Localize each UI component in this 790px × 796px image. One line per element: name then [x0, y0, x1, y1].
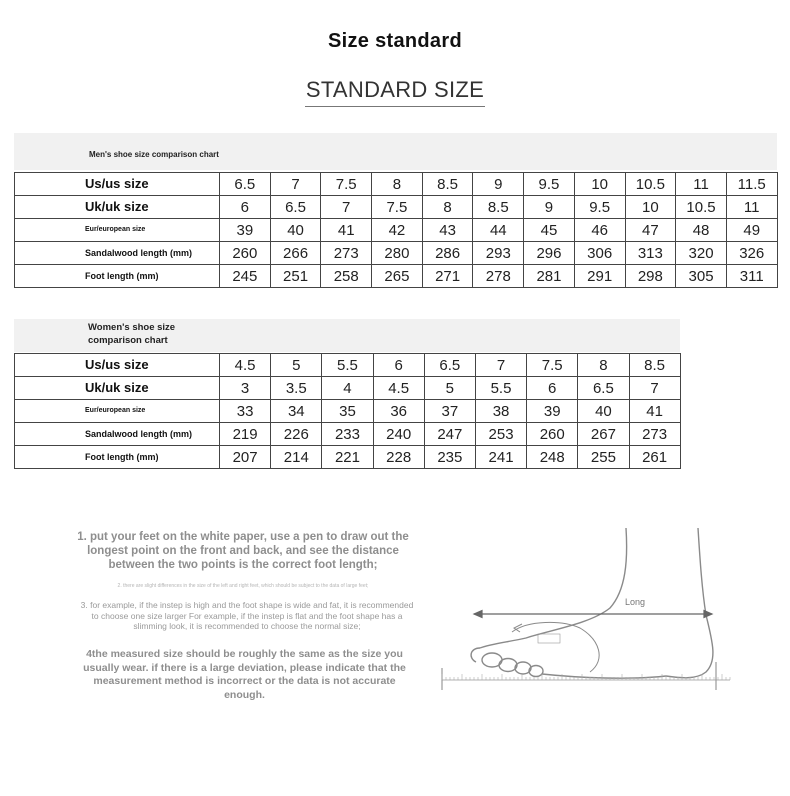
women-table-size-cell: 247: [424, 423, 475, 446]
men-table-size-cell: 280: [372, 242, 423, 265]
women-chart-caption: Women's shoe size comparison chart: [88, 322, 176, 346]
men-table-size-cell: 11: [726, 196, 777, 219]
women-table-row-label: Eur/european size: [15, 400, 220, 423]
men-table-size-cell: 7.5: [321, 173, 372, 196]
women-table-size-cell: 8: [578, 354, 629, 377]
women-table-size-cell: 221: [322, 446, 373, 469]
men-table-size-cell: 273: [321, 242, 372, 265]
women-table-size-cell: 5.5: [322, 354, 373, 377]
men-table-size-cell: 42: [372, 219, 423, 242]
men-table-size-cell: 43: [422, 219, 473, 242]
men-table-row-label: Us/us size: [15, 173, 220, 196]
women-table-size-cell: 241: [475, 446, 526, 469]
women-table-size-cell: 8.5: [629, 354, 680, 377]
foot-measurement-diagram: [430, 520, 742, 695]
women-table-row-label: Sandalwood length (mm): [15, 423, 220, 446]
men-table-size-cell: 6.5: [270, 196, 321, 219]
length-arrow-label: Long: [624, 597, 646, 607]
men-table-size-cell: 47: [625, 219, 676, 242]
women-table-size-cell: 273: [629, 423, 680, 446]
men-table-size-cell: 8.5: [422, 173, 473, 196]
women-table-row-label: Us/us size: [15, 354, 220, 377]
men-table-row: [15, 242, 778, 265]
men-table-size-cell: 9: [473, 173, 524, 196]
women-table-row: [15, 400, 681, 423]
men-table-size-cell: 40: [270, 219, 321, 242]
men-table-size-cell: 8: [372, 173, 423, 196]
men-table-size-cell: 291: [574, 265, 625, 288]
men-table-size-cell: 266: [270, 242, 321, 265]
men-table-row: [15, 265, 778, 288]
women-table-size-cell: 7: [475, 354, 526, 377]
men-table-size-cell: 39: [220, 219, 271, 242]
men-table-size-cell: 326: [726, 242, 777, 265]
women-table-size-cell: 5: [271, 354, 322, 377]
women-table-size-cell: 6.5: [424, 354, 475, 377]
men-table-size-cell: 48: [676, 219, 727, 242]
men-table-size-cell: 45: [524, 219, 575, 242]
men-table-size-cell: 6: [220, 196, 271, 219]
men-table-size-cell: 306: [574, 242, 625, 265]
men-table-size-cell: 286: [422, 242, 473, 265]
women-table-size-cell: 253: [475, 423, 526, 446]
women-table-row: [15, 446, 681, 469]
women-table-size-cell: 36: [373, 400, 424, 423]
men-table-size-cell: 265: [372, 265, 423, 288]
women-table-size-cell: 248: [527, 446, 578, 469]
men-table-size-cell: 6.5: [220, 173, 271, 196]
men-table-row: [15, 173, 778, 196]
men-table-size-cell: 8: [422, 196, 473, 219]
women-table-size-cell: 260: [527, 423, 578, 446]
foot-inner-label: [538, 634, 560, 643]
men-table-size-cell: 271: [422, 265, 473, 288]
women-table-size-cell: 6: [373, 354, 424, 377]
men-chart-header-band: [14, 133, 777, 170]
ruler: [442, 662, 730, 690]
men-table-size-cell: 258: [321, 265, 372, 288]
men-table-size-cell: 49: [726, 219, 777, 242]
women-table-size-cell: 228: [373, 446, 424, 469]
women-chart-header-band: [14, 319, 680, 352]
women-table-size-cell: 207: [220, 446, 271, 469]
ruler-ticks: [442, 674, 730, 680]
men-table-size-cell: 10: [625, 196, 676, 219]
men-table-size-cell: 7: [270, 173, 321, 196]
women-table-size-cell: 7: [629, 377, 680, 400]
men-table-row-label: Uk/uk size: [15, 196, 220, 219]
women-table-row-label: Foot length (mm): [15, 446, 220, 469]
title-divider: [305, 106, 485, 107]
women-table-size-cell: 7.5: [527, 354, 578, 377]
men-table-size-cell: 10.5: [676, 196, 727, 219]
women-table-size-cell: 3.5: [271, 377, 322, 400]
men-table-row: [15, 196, 778, 219]
women-table-size-cell: 219: [220, 423, 271, 446]
men-table-size-cell: 293: [473, 242, 524, 265]
men-table-size-cell: 9.5: [524, 173, 575, 196]
men-table-size-cell: 320: [676, 242, 727, 265]
men-table-size-cell: 9: [524, 196, 575, 219]
men-table-size-cell: 260: [220, 242, 271, 265]
women-table-size-cell: 34: [271, 400, 322, 423]
men-table-size-cell: 281: [524, 265, 575, 288]
women-table-row: [15, 354, 681, 377]
men-table-size-cell: 7: [321, 196, 372, 219]
page-title: Size standard: [328, 30, 462, 52]
men-table-size-cell: 251: [270, 265, 321, 288]
men-table-row-label: Eur/european size: [15, 219, 220, 242]
women-table-size-cell: 35: [322, 400, 373, 423]
women-table-size-cell: 226: [271, 423, 322, 446]
men-table-size-cell: 41: [321, 219, 372, 242]
men-table-row-label: Sandalwood length (mm): [15, 242, 220, 265]
men-table-size-cell: 311: [726, 265, 777, 288]
women-size-table: [14, 353, 681, 469]
foot-outline-illustration: [471, 528, 713, 678]
women-table-size-cell: 41: [629, 400, 680, 423]
women-table-row: [15, 377, 681, 400]
instruction-step-3: 3. for example, if the instep is high and the foot shape is wide and fat, it is recommended to choose one size larger For example, if the instep is flat and the foot shape has a slimming look, it is recommended to choose the normal size;: [80, 600, 414, 631]
instruction-step-1: 1. put your feet on the white paper, use a pen to draw out the longest point on the front and back, and see the distance between the two points is the correct foot length;: [77, 531, 409, 571]
men-table-size-cell: 278: [473, 265, 524, 288]
women-table-size-cell: 240: [373, 423, 424, 446]
page-subtitle: STANDARD SIZE: [305, 77, 485, 102]
length-arrow: [474, 611, 712, 618]
women-table-size-cell: 6: [527, 377, 578, 400]
women-table-size-cell: 6.5: [578, 377, 629, 400]
women-table-size-cell: 40: [578, 400, 629, 423]
men-table-size-cell: 8.5: [473, 196, 524, 219]
men-table-size-cell: 313: [625, 242, 676, 265]
women-table-size-cell: 235: [424, 446, 475, 469]
men-table-size-cell: 44: [473, 219, 524, 242]
men-table-size-cell: 296: [524, 242, 575, 265]
women-table-size-cell: 261: [629, 446, 680, 469]
women-table-row: [15, 423, 681, 446]
men-table-size-cell: 305: [676, 265, 727, 288]
instruction-step-2: 2. there are slight differences in the size of the left and right feet, which should be subject to the data of large feet;: [117, 583, 369, 589]
men-table-size-cell: 7.5: [372, 196, 423, 219]
women-table-size-cell: 39: [527, 400, 578, 423]
men-table-row: [15, 219, 778, 242]
women-table-size-cell: 37: [424, 400, 475, 423]
women-table-size-cell: 4: [322, 377, 373, 400]
men-table-size-cell: 46: [574, 219, 625, 242]
women-table-size-cell: 4.5: [373, 377, 424, 400]
women-table-size-cell: 5.5: [475, 377, 526, 400]
men-table-size-cell: 10: [574, 173, 625, 196]
men-table-size-cell: 11.5: [726, 173, 777, 196]
women-table-size-cell: 214: [271, 446, 322, 469]
men-size-table: [14, 172, 778, 288]
men-table-row-label: Foot length (mm): [15, 265, 220, 288]
women-table-size-cell: 233: [322, 423, 373, 446]
women-table-size-cell: 3: [220, 377, 271, 400]
women-table-size-cell: 5: [424, 377, 475, 400]
women-table-size-cell: 33: [220, 400, 271, 423]
women-table-row-label: Uk/uk size: [15, 377, 220, 400]
men-table-size-cell: 10.5: [625, 173, 676, 196]
men-table-size-cell: 245: [220, 265, 271, 288]
women-table-size-cell: 38: [475, 400, 526, 423]
men-chart-caption: Men's shoe size comparison chart: [89, 150, 219, 159]
women-table-size-cell: 4.5: [220, 354, 271, 377]
women-table-size-cell: 267: [578, 423, 629, 446]
men-table-size-cell: 9.5: [574, 196, 625, 219]
women-table-size-cell: 255: [578, 446, 629, 469]
men-table-size-cell: 11: [676, 173, 727, 196]
men-table-size-cell: 298: [625, 265, 676, 288]
instruction-step-4: 4the measured size should be roughly the same as the size you usually wear. if there is a large deviation, please indicate that the measurement method is incorrect or the data is not accurate enough.: [83, 648, 406, 701]
